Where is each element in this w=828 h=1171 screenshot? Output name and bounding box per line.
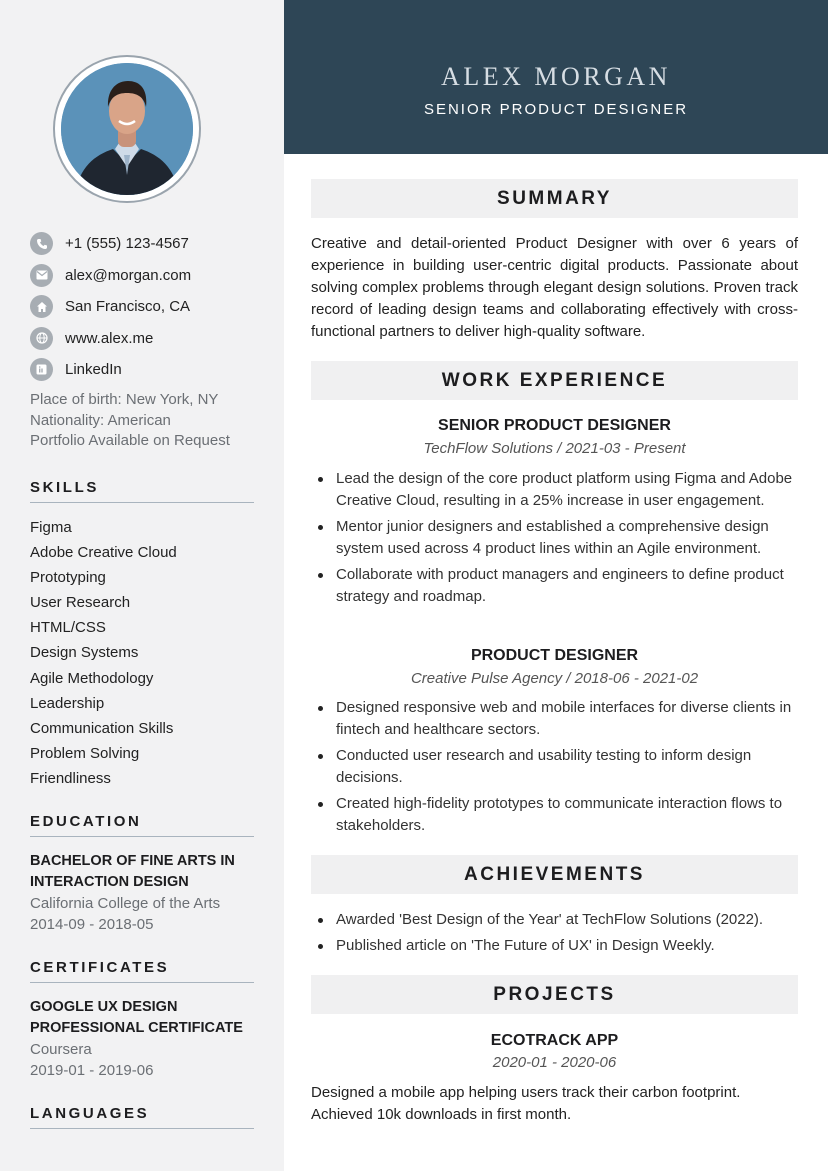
skill-item: Communication Skills: [30, 719, 174, 737]
achievement-item: Published article on 'The Future of UX' in Design Weekly.: [316, 935, 798, 957]
contact-linkedin[interactable]: [30, 354, 270, 386]
skill-item: Prototyping: [30, 569, 106, 587]
globe-icon: [30, 327, 53, 350]
contact-list: [30, 228, 270, 386]
certificate-dates: 2019-01 - 2019-06: [30, 1062, 154, 1079]
job-bullet: Conducted user research and usability testing to inform design decisions.: [316, 745, 798, 789]
personal-info: [30, 390, 270, 452]
contact-location: [30, 291, 270, 323]
projects-heading: PROJECTS: [311, 975, 798, 1014]
job-title: PRODUCT DESIGNER: [470, 647, 639, 664]
job-bullets: [316, 697, 798, 841]
candidate-name: ALEX MORGAN: [441, 62, 671, 91]
summary-heading: SUMMARY: [311, 179, 798, 218]
profile-photo-frame: [53, 55, 201, 203]
job-bullet: Mentor junior designers and established a comprehensive design system used across 4 product lines within an Agile environment.: [316, 516, 798, 560]
nationality: Nationality: American: [30, 411, 171, 429]
languages-heading: LANGUAGES: [30, 1105, 254, 1129]
skills-heading: SKILLS: [30, 479, 254, 503]
education-heading: EDUCATION: [30, 813, 254, 837]
contact-website[interactable]: [30, 323, 270, 355]
school-name: California College of the Arts: [30, 895, 221, 912]
project-title: ECOTRACK APP: [490, 1032, 619, 1049]
education-entry: [30, 851, 270, 935]
profile-photo: [61, 63, 193, 195]
certificates-heading: CERTIFICATES: [30, 959, 254, 983]
skill-item: HTML/CSS: [30, 619, 106, 637]
linkedin-icon: [30, 358, 53, 381]
project-dates: 2020-01 - 2020-06: [492, 1054, 617, 1071]
project-description: Designed a mobile app helping users track their carbon footprint. Achieved 10k downloads in first month.: [311, 1084, 741, 1123]
certificate-issuer: Coursera: [30, 1041, 92, 1058]
home-icon: [30, 295, 53, 318]
skill-item: Agile Methodology: [30, 669, 154, 687]
achievement-list: [316, 909, 798, 961]
job-bullets: [316, 468, 798, 612]
certificate-title: GOOGLE UX DESIGN PROFESSIONAL CERTIFICATE: [30, 999, 243, 1036]
job-bullet: Collaborate with product managers and engineers to define product strategy and roadmap.: [316, 564, 798, 608]
website-text: www.alex.me: [65, 329, 154, 347]
achievements-heading: ACHIEVEMENTS: [311, 855, 798, 894]
skills-list: [30, 515, 177, 791]
skill-item: Problem Solving: [30, 744, 140, 762]
job-bullet: Lead the design of the core product platform using Figma and Adobe Creative Cloud, resulting in a 25% increase in user engagement.: [316, 468, 798, 512]
candidate-title: SENIOR PRODUCT DESIGNER: [423, 101, 689, 118]
skill-item: Leadership: [30, 694, 105, 712]
summary-text: Creative and detail-oriented Product Designer with over 6 years of experience in building user-centric digital products. Passionate about solving complex problems through elegant design solutions. Proven track record of leading design teams and collaborating effectively with cross-functional partners to deliver high-quality software.: [311, 235, 798, 340]
portfolio-note: Portfolio Available on Request: [30, 432, 230, 450]
skill-item: Figma: [30, 519, 72, 536]
sidebar: [0, 0, 284, 1171]
job-meta: TechFlow Solutions / 2021-03 - Present: [423, 440, 686, 457]
skill-item: Design Systems: [30, 644, 139, 662]
contact-email[interactable]: [30, 260, 270, 292]
education-dates: 2014-09 - 2018-05: [30, 916, 154, 933]
phone-text: +1 (555) 123-4567: [65, 235, 189, 253]
degree-title: BACHELOR OF FINE ARTS IN INTERACTION DESIGN: [30, 853, 235, 890]
certificate-entry: [30, 997, 270, 1081]
job-bullet: Designed responsive web and mobile interfaces for diverse clients in fintech and healthcare sectors.: [316, 697, 798, 741]
job-meta: Creative Pulse Agency / 2018-06 - 2021-02: [410, 670, 699, 687]
email-icon: [30, 264, 53, 287]
header-banner: [284, 0, 828, 154]
job-title: SENIOR PRODUCT DESIGNER: [438, 417, 671, 434]
phone-icon: [30, 232, 53, 255]
location-text: San Francisco, CA: [65, 298, 191, 316]
experience-heading: WORK EXPERIENCE: [311, 361, 798, 400]
skill-item: Adobe Creative Cloud: [30, 544, 177, 562]
skill-item: Friendliness: [30, 769, 111, 787]
email-text: alex@morgan.com: [65, 266, 192, 284]
linkedin-text: LinkedIn: [65, 361, 122, 379]
place-of-birth: Place of birth: New York, NY: [30, 391, 219, 408]
job-bullet: Created high-fidelity prototypes to communicate interaction flows to stakeholders.: [316, 793, 798, 837]
achievement-item: Awarded 'Best Design of the Year' at TechFlow Solutions (2022).: [316, 909, 798, 931]
contact-phone[interactable]: [30, 228, 270, 260]
skill-item: User Research: [30, 594, 131, 612]
